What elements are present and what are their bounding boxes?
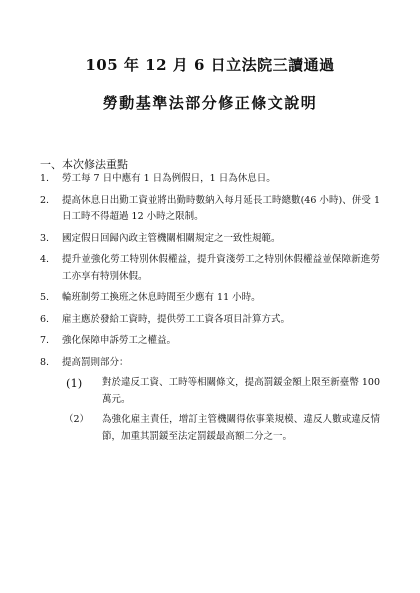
list-item bbox=[40, 312, 380, 329]
sub-list-item bbox=[40, 375, 380, 408]
item-number: 7. bbox=[40, 335, 50, 346]
item-number: 3. bbox=[40, 232, 50, 244]
item-text: 國定假日回歸內政主管機關相關規定之一致性規範。 bbox=[62, 232, 281, 244]
section-heading: 一、本次修法重點 bbox=[40, 158, 128, 171]
key-points-list bbox=[40, 171, 380, 450]
item-text: 強化保障申訴勞工之權益。 bbox=[62, 335, 177, 346]
item-number: 6. bbox=[40, 313, 50, 325]
list-item bbox=[40, 193, 380, 226]
item-text: 提高休息日出勤工資並將出勤時數納入每月延長工時總數(46 小時)、併受 1 日工時不得超過 12 小時之限制。 bbox=[62, 194, 380, 222]
item-text: 提高罰則部分： bbox=[62, 356, 129, 368]
item-number: 8. bbox=[40, 356, 50, 368]
list-item bbox=[40, 355, 380, 446]
item-text: 雇主應於發給工資時，提供勞工工資各項目計算方式。 bbox=[62, 313, 291, 325]
item-number: 4. bbox=[40, 254, 50, 265]
sub-list-item bbox=[40, 412, 380, 445]
sub-item-text: 對於違反工資、工時等相關條文，提高罰鍰金額上限至新臺幣 100 萬元。 bbox=[102, 377, 380, 405]
sub-item-text: 為強化雇主責任，增訂主管機關得依事業規模、違反人數或違反情節，加重其罰鍰至法定罰鍰最高額二分之一。 bbox=[102, 414, 380, 442]
document-title-line-1: 105 年 12 月 6 日立法院三讀通過 bbox=[85, 56, 335, 74]
list-item bbox=[40, 252, 380, 285]
item-text: 勞工每 7 日中應有 1 日為例假日，1 日為休息日。 bbox=[62, 173, 276, 184]
list-item bbox=[40, 231, 380, 248]
sub-item-number: （2） bbox=[64, 414, 90, 425]
list-item bbox=[40, 290, 380, 307]
document-title-line-2: 勞動基準法部分修正條文說明 bbox=[102, 94, 318, 112]
list-item bbox=[40, 171, 380, 188]
item-number: 2. bbox=[40, 194, 50, 206]
item-text: 提升並強化勞工特別休假權益，提升資淺勞工之特別休假權益並保障新進勞工亦享有特別休假。 bbox=[62, 254, 380, 282]
item-text: 輪班制勞工換班之休息時間至少應有 11 小時。 bbox=[62, 292, 261, 303]
list-item bbox=[40, 333, 380, 350]
item-number: 5. bbox=[40, 292, 50, 303]
item-number: 1. bbox=[40, 173, 50, 184]
sub-item-number: (1) bbox=[66, 376, 83, 390]
